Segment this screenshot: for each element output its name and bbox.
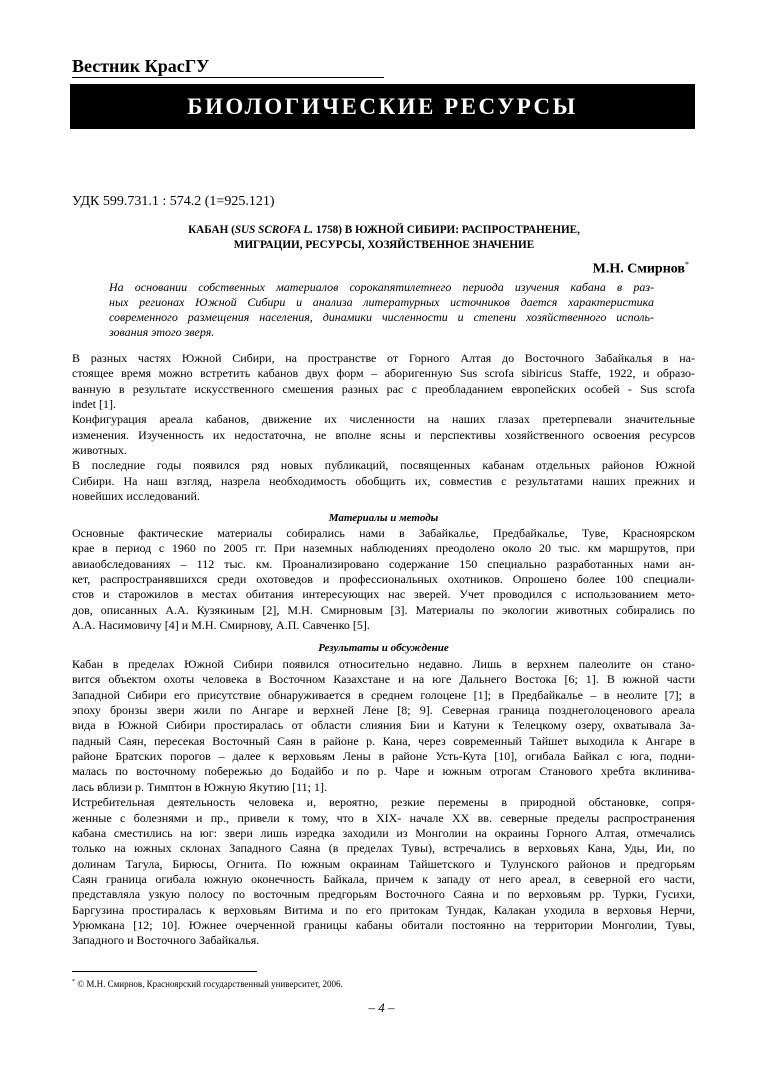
text-line: крае в период с 1960 по 2005 гг. При наземных наблюдениях преодолено около 20 тыс. км маршрутов, при xyxy=(72,541,695,556)
text-line: Основные фактические материалы собирались нами в Забайкалье, Предбайкалье, Туве, Красноярском xyxy=(72,526,695,540)
page-number: – 4 – xyxy=(368,1000,395,1015)
text-line: стоящее время можно встретить кабанов двух форм – аборигенную Sus scrofa sibiricus Staffe, 1922, и образо- xyxy=(72,366,695,381)
methods-heading: Материалы и методы xyxy=(328,512,439,524)
text-line: кет, распространявшихся среди охотоведов и профессиональных охотников. Опрошено более 100 специали- xyxy=(72,572,695,587)
text-line: районе Братских порогов – далее к верховьям Лены в районе Усть-Кута [10], огибала Байкал с юга, подни- xyxy=(72,749,695,764)
text-line: indet [1]. xyxy=(72,397,116,412)
text-line: животных. xyxy=(72,443,127,458)
text-line: Западного и Восточного Забайкалья. xyxy=(72,933,260,948)
text-line: Сибири. На наш взгляд, назрела необходимость обобщить их, совместив с результатами наших прежних и xyxy=(72,473,695,488)
text-line: Западной Сибири его присутствие обнаруживается в среднем голоцене [1]; в Предбайкалье – в неолите [7]; в xyxy=(72,687,695,702)
author-label: М.Н. Смирнов xyxy=(592,261,685,277)
text-line: вится объектом охоты человека в Восточном Казахстане и на юге Дальнего Востока [6; 1]. В южной части xyxy=(72,672,695,687)
text-line: стов и старожилов в местах обитания интересующих нас зверей. Учет проводился с использованием мето- xyxy=(72,587,695,602)
text-line: представляла узкую полосу по восточным предгорьям Восточного Саяна и по верховьям рр. Турки, Гусихи, xyxy=(72,887,695,902)
title-part: 1758) В ЮЖНОЙ СИБИРИ: РАСПРОСТРАНЕНИЕ, xyxy=(313,224,580,236)
text-line: Истребительная деятельность человека и, вероятно, резкие перемены в природной обстановке, сопря- xyxy=(72,795,695,810)
footnote-mark: * xyxy=(72,979,75,985)
text-line: дов, описанных А.А. Кузякиным [2], М.Н. Смирновым [3]. Материалы по экологии животных собирались по xyxy=(72,602,695,617)
udk-code: УДК 599.731.1 : 574.2 (1=925.121) xyxy=(72,194,275,209)
species-name: SUS SCROFA L. xyxy=(234,224,314,236)
text-line: В последние годы появился ряд новых публикаций, посвященных кабанам отдельных районов Южной xyxy=(72,458,695,473)
section-banner: БИОЛОГИЧЕСКИЕ РЕСУРСЫ xyxy=(70,84,695,129)
text-line: зования этого зверя. xyxy=(109,325,215,339)
text-line: авиаобследованиях – 112 тыс. км. Проанализировано содержание 150 специально разработанных нами ан- xyxy=(72,556,695,571)
text-line: ванную в результате искусственного смешения разных рас с преобладанием европейских особей - Sus scrofa xyxy=(72,381,695,396)
text-line: Баргузина простиралась к верховьям Витима и по его притокам Тундак, Калакан уходила в верховья Нерчи, xyxy=(72,902,695,917)
journal-title: Вестник КрасГУ xyxy=(72,56,210,76)
text-line: В разных частях Южной Сибири, на пространстве от Горного Алтая до Восточного Забайкалья в на- xyxy=(72,351,695,365)
text-line: вида в Южной Сибири простиралась от области слияния Бии и Катуни к Телецкому озеру, охватывала За- xyxy=(72,718,695,733)
text-line: На основании собственных материалов сорокапятилетнего периода изучения кабана в раз- xyxy=(109,280,654,294)
text-line: малась по восточному побережью до Бодайбо и по р. Чаре и южным отрогам Станового хребта вклинива- xyxy=(72,764,695,779)
text-line: падный Саян, пересекая Восточный Саян в районе р. Кана, через современный Тайшет выходила к Ангаре в xyxy=(72,733,695,748)
text-line: изменения. Изученность их недостаточна, не вполне ясны и перспективы хозяйственного освоения ресурсов xyxy=(72,427,695,442)
author-name xyxy=(593,260,689,278)
text-line: Саян граница огибала южную оконечность Байкала, причем к западу от него ареал, в северной его части, xyxy=(72,871,695,886)
title-part: КАБАН ( xyxy=(188,224,235,236)
text-line: кабана сместились на юг: звери лишь изредка заходили из Монголии на окраины Горного Алтая, отмечались xyxy=(72,825,695,840)
results-heading: Результаты и обсуждение xyxy=(318,642,449,654)
journal-underline xyxy=(72,77,384,78)
footnote xyxy=(72,979,343,989)
footnote-text: © М.Н. Смирнов, Красноярский государственный университет, 2006. xyxy=(75,979,343,989)
text-line: долинам Тагула, Бирюсы, Огнита. По южным окраинам Тайшетского и Тулунского районов и предгорьям xyxy=(72,856,695,871)
author-footnote-mark: * xyxy=(685,260,689,269)
article-title-line-1 xyxy=(100,223,668,238)
text-line: Кабан в пределах Южной Сибири появился относительно недавно. Лишь в верхнем палеолите он стано- xyxy=(72,657,695,671)
text-line: эпоху бронзы звери жили по Ангаре и верхней Лене [8; 9]. Северная граница позднеголоценового ареала xyxy=(72,703,695,718)
text-line: лась вблизи р. Тимптон в Южную Якутию [11; 1]. xyxy=(72,779,327,794)
text-line: женные с болезнями и пр., привели к тому, что в XIX- начале XX вв. северные пределы распространения xyxy=(72,810,695,825)
text-line: А.А. Насимовичу [4] и М.Н. Смирнову, А.П. Савченко [5]. xyxy=(72,618,370,633)
text-line: Конфигурация ареала кабанов, движение их численности на наших глазах претерпевали значительные xyxy=(72,412,695,427)
text-line: ных регионах Южной Сибири и анализа литературных источников дается характеристика xyxy=(109,295,654,309)
article-title-line-2: МИГРАЦИИ, РЕСУРСЫ, ХОЗЯЙСТВЕННОЕ ЗНАЧЕНИЕ xyxy=(233,239,535,251)
text-line: новейших исследований. xyxy=(72,489,200,504)
text-line: только на южных склонах Западного Саяна (в пределах Тувы), встречались в верховьях Кана, Уды, Ии, по xyxy=(72,841,695,856)
footnote-rule xyxy=(72,971,257,972)
text-line: современного размещения населения, динамики численности и степени хозяйственного исполь- xyxy=(109,310,654,324)
text-line: Урюмкана [12; 10]. Южнее очерченной границы кабаны обитали постоянно на территории Монголии, Тувы, xyxy=(72,917,695,932)
